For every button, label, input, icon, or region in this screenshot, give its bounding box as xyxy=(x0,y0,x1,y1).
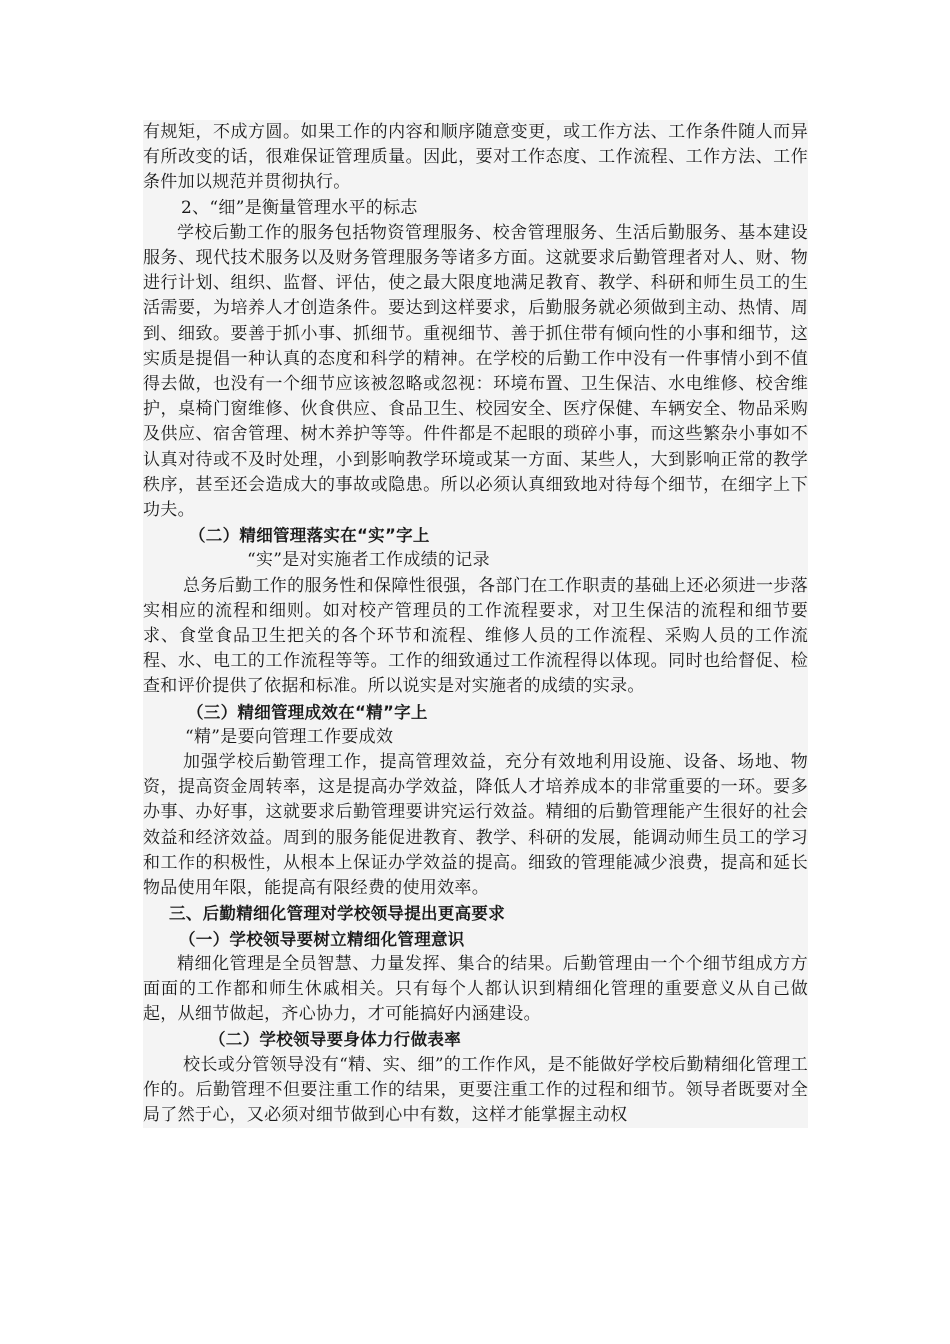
heading-section-three: 三、后勤精细化管理对学校领导提出更高要求 xyxy=(169,904,505,924)
paragraph-xi: 学校后勤工作的服务包括物资管理服务、校舍管理服务、生活后勤服务、基本建设服务、现代技术服务以及财务管理服务等诸多方面。这就要求后勤管理者对人、财、物进行计划、组织、监督、评估，使之最大限度地满足教育、教学、科研和师生员工的生活需要，为培养人才创造条件。要达到这样要求，后勤服务就必须做到主动、热情、周到、细致。要善于抓小事、抓细节。重视细节、善于抓住带有倾向性的小事和细节，这实质是提倡一种认真的态度和科学的精神。在学校的后勤工作中没有一件事情小到不值得去做，也没有一个细节应该被忽略或忽视：环境布置、卫生保洁、水电维修、校舍维护，桌椅门窗维修、伙食供应、食品卫生、校园安全、医疗保健、车辆安全、物品采购及供应、宿舍管理、树木养护等等。件件都是不起眼的琐碎小事，而这些繁杂小事如不认真对待或不及时处理，小到影响教学环境或某一方面、某些人，大到影响正常的教学秩序，甚至还会造成大的事故或隐患。所以必须认真细致地对待每个细节，在细字上下功夫。 xyxy=(143,222,808,521)
subheading-jing: “精”是要向管理工作要成效 xyxy=(185,726,394,747)
paragraph-lead-by-example: 校长或分管领导没有“精、实、细”的工作作风，是不能做好学校后勤精细化管理工作的。后勤管理不但要注重工作的结果，更要注重工作的过程和细节。领导者既要对全局了然于心，又必须对细节做到心中有数，这样才能掌握主动权 xyxy=(143,1054,808,1125)
paragraph-jing: 加强学校后勤管理工作，提高管理效益，充分有效地利用设施、设备、场地、物资，提高资金周转率，这是提高办学效益，降低人才培养成本的非常重要的一环。要多办事、办好事，这就要求后勤管理要讲究运行效益。精细的后勤管理能产生很好的社会效益和经济效益。周到的服务能促进教育、教学、科研的发展，能调动师生员工的学习和工作的积极性，从根本上保证办学效益的提高。细致的管理能减少浪费，提高和延长物品使用年限，能提高有限经费的使用效率。 xyxy=(143,752,808,899)
heading-lead-by-example: （二）学校领导要身体力行做表率 xyxy=(209,1030,461,1050)
item-xi-heading: 2、“细”是衡量管理水平的标志 xyxy=(181,197,418,218)
paragraph-shi: 总务后勤工作的服务性和保障性很强，各部门在工作职责的基础上还必须进一步落实相应的流程和细则。如对校产管理员的工作流程要求，对卫生保洁的流程和细节要求、食堂食品卫生把关的各个环节和流程、维修人员的工作流程、采购人员的工作流程、水、电工的工作流程等等。工作的细致通过工作流程得以体现。同时也给督促、检查和评价提供了依据和标准。所以说实是对实施者的成绩的实录。 xyxy=(143,575,808,697)
paragraph-norms: 有规矩，不成方圆。如果工作的内容和顺序随意变更，或工作方法、工作条件随人而异有所改变的话，很难保证管理质量。因此，要对工作态度、工作流程、工作方法、工作条件加以规范并贯彻执行。 xyxy=(143,122,808,193)
subheading-shi: “实”是对实施者工作成绩的记录 xyxy=(247,550,490,571)
heading-awareness: （一）学校领导要树立精细化管理意识 xyxy=(179,929,465,949)
document-page xyxy=(143,120,808,1128)
heading-jing: （三）精细管理成效在“精”字上 xyxy=(187,702,428,722)
paragraph-awareness: 精细化管理是全员智慧、力量发挥、集合的结果。后勤管理由一个个细节组成方方面面的工作都和师生休戚相关。只有每个人都认识到精细化管理的重要意义从自己做起，从细节做起，齐心协力，才可能搞好内涵建设。 xyxy=(143,953,808,1025)
heading-shi: （二）精细管理落实在“实”字上 xyxy=(189,526,430,546)
